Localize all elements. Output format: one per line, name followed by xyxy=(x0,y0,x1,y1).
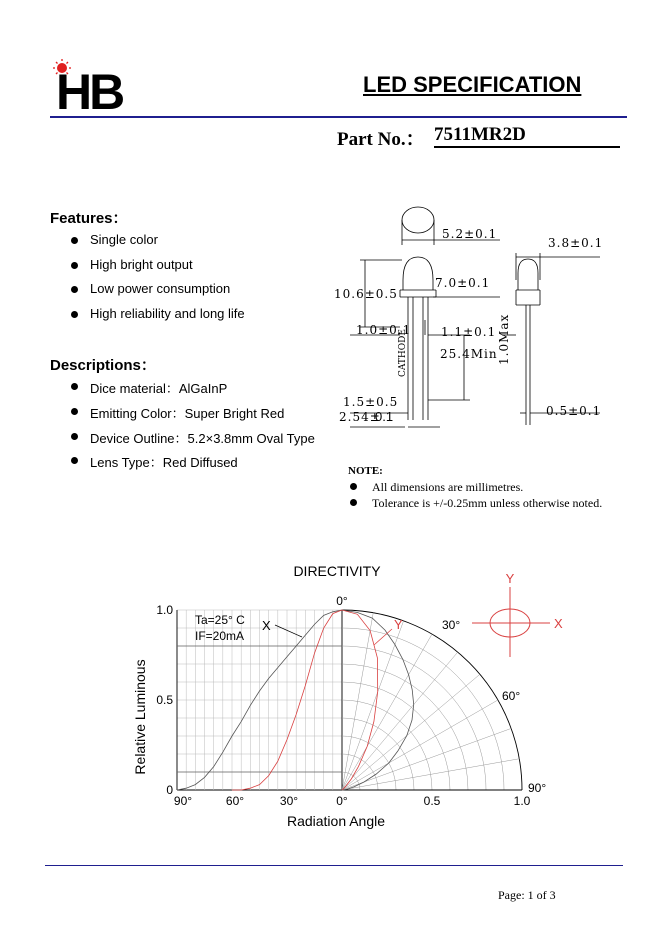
polar-angle-label: 30° xyxy=(442,618,461,632)
dim-total-height: 10.6±0.5 xyxy=(334,287,398,301)
dim-flange-left: 1.0±0.1 xyxy=(356,323,412,337)
list-item: Low power consumption xyxy=(70,281,245,306)
series-x-polar-curve xyxy=(342,610,414,790)
polar-spoke xyxy=(342,674,480,790)
polar-angle-label: 0° xyxy=(336,594,348,608)
legend-y-label: Y xyxy=(505,571,515,586)
company-logo xyxy=(48,58,128,112)
dim-pitch: 2.54± xyxy=(339,410,381,424)
page-number: Page: 1 of 3 xyxy=(498,888,556,902)
dim-lead-pitch-tol: 1.5±0.5 xyxy=(343,395,399,409)
legend-x-label: X xyxy=(554,616,563,631)
list-item: Device Outline：5.2×3.8mm Oval Type xyxy=(70,428,315,453)
header-rule xyxy=(50,116,627,118)
note-block xyxy=(348,465,602,511)
dim-lead-width: 0.5±0.1 xyxy=(546,404,602,418)
descriptions-list xyxy=(70,378,315,477)
dim-flange-right: 1.1±0.1 xyxy=(441,325,497,339)
y-axis-label: Relative Luminous xyxy=(132,659,148,775)
list-item: High bright output xyxy=(70,257,245,282)
page-title: LED SPECIFICATION xyxy=(363,72,582,97)
dim-lead-length: 25.4Min xyxy=(440,347,498,361)
dim-lens-height: 7.0±0.1 xyxy=(435,276,491,290)
part-number: 7511MR2D xyxy=(434,124,620,148)
polar-spoke xyxy=(342,652,458,790)
chart-title: DIRECTIVITY xyxy=(293,563,381,579)
list-item: Tolerance is +/-0.25mm unless otherwise noted. xyxy=(348,495,602,511)
list-item: Single color xyxy=(70,232,245,257)
y-tick-label: 0.5 xyxy=(156,693,173,707)
x-tick-label: 0° xyxy=(336,794,348,808)
series-x-pointer xyxy=(275,625,302,637)
list-item: High reliability and long life xyxy=(70,306,245,331)
max-label: 1.0Max xyxy=(497,313,511,365)
features-list xyxy=(70,232,245,330)
footer-rule xyxy=(45,865,623,866)
cathode-label: CATHODE xyxy=(398,329,408,377)
directivity-chart xyxy=(120,555,590,840)
part-label: Part No.： xyxy=(337,129,425,150)
series-x-label: X xyxy=(262,618,271,633)
list-item: Emitting Color：Super Bright Red xyxy=(70,403,315,428)
list-item: Dice material：AlGaInP xyxy=(70,378,315,403)
x-tick-label: 0.5 xyxy=(423,794,441,808)
x-tick-label: 90° xyxy=(173,794,193,808)
x-tick-label: 30° xyxy=(279,794,299,808)
list-item: Lens Type：Red Diffused xyxy=(70,452,315,477)
y-tick-label: 0 xyxy=(166,783,173,797)
note-heading: NOTE: xyxy=(348,465,383,477)
condition-if: IF=20mA xyxy=(195,629,245,643)
polar-angle-label: 60° xyxy=(502,689,521,703)
descriptions-heading: Descriptions： xyxy=(50,357,156,374)
x-tick-label: 60° xyxy=(225,794,245,808)
dim-pitch-tol: 0.1 xyxy=(375,409,394,424)
features-heading: Features： xyxy=(50,210,128,227)
condition-ta: Ta=25° C xyxy=(195,613,245,627)
x-axis-label: Radiation Angle xyxy=(286,813,386,829)
polar-angle-label: 90° xyxy=(528,781,547,795)
list-item: All dimensions are millimetres. xyxy=(348,479,602,495)
dim-width: 5.2±0.1 xyxy=(442,227,498,241)
x-tick-label: 1.0 xyxy=(513,794,531,808)
logo-text: HB xyxy=(56,64,123,112)
series-y-label: Y xyxy=(394,617,403,632)
dim-side-width: 3.8±0.1 xyxy=(548,236,604,250)
y-tick-label: 1.0 xyxy=(156,603,173,617)
